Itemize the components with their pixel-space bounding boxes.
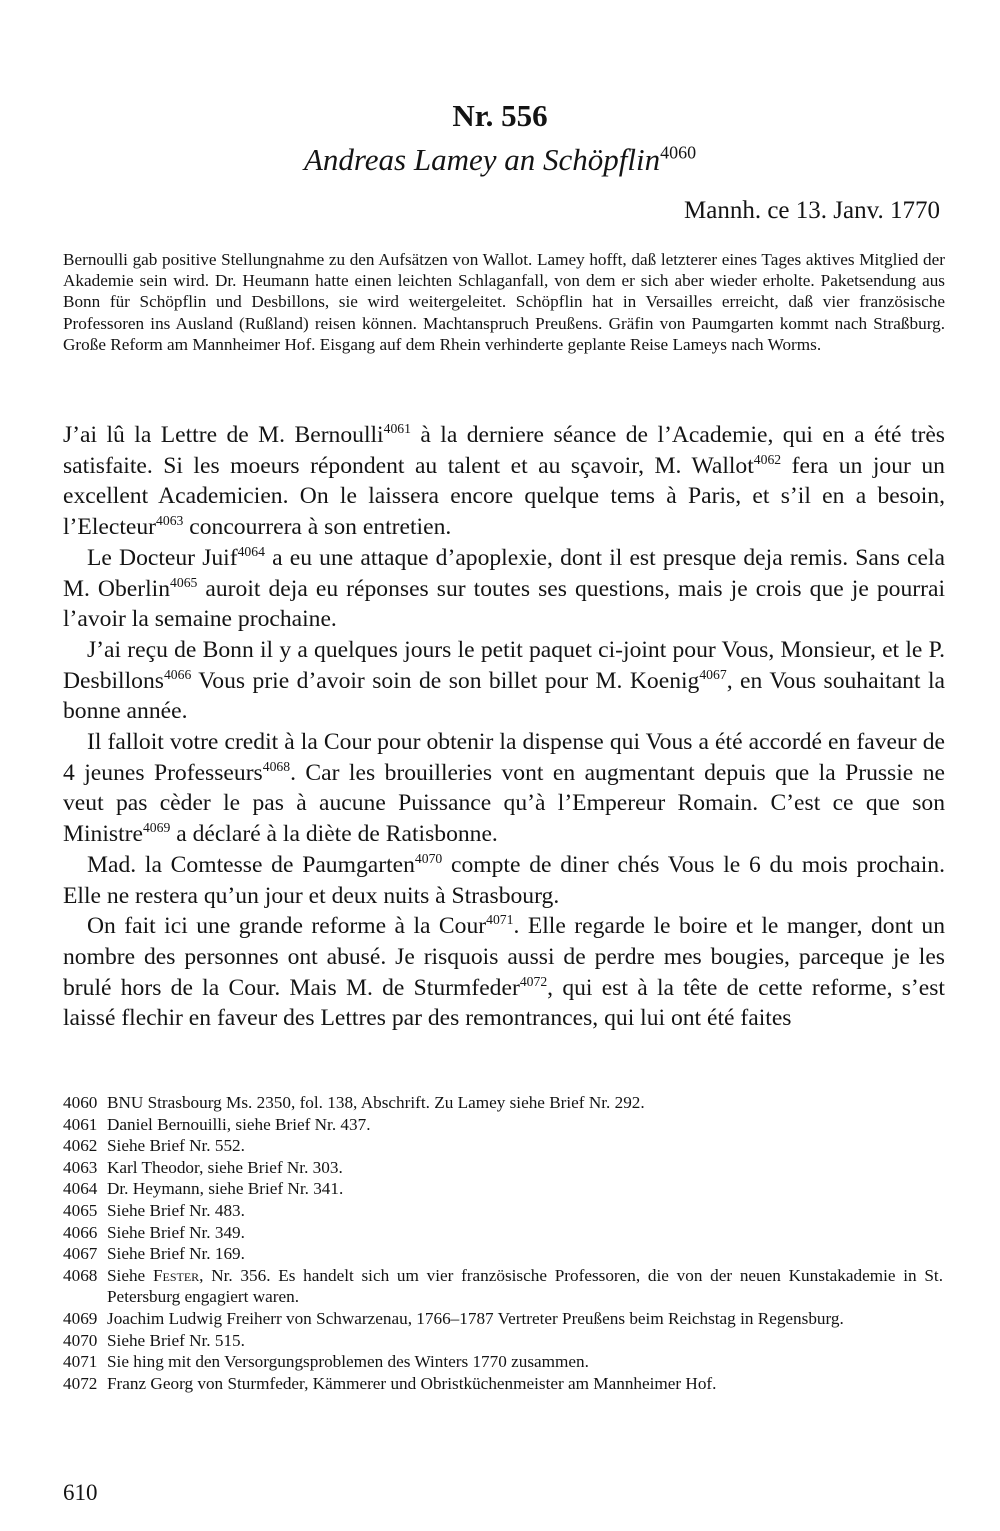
footnote-number: 4067 xyxy=(63,1244,98,1264)
footnote-number: 4062 xyxy=(63,1136,98,1156)
text-segment: J’ai reçu de Bonn il y a quelques jours le petit paquet ci-joint pour Vous, Monsieur, et le P. Desbillons xyxy=(63,636,945,694)
text-segment: Siehe Brief Nr. 515. xyxy=(107,1330,245,1350)
footnote-number: 4065 xyxy=(63,1200,98,1220)
footnote-ref: 4069 xyxy=(142,820,171,836)
footnote-text xyxy=(107,1114,943,1136)
footnote-item xyxy=(63,1265,943,1308)
footnote-text xyxy=(107,1308,943,1330)
text-segment: Siehe Brief Nr. 483. xyxy=(107,1200,245,1220)
letter-summary: Bernoulli gab positive Stellungnahme zu den Aufsätzen von Wallot. Lamey hofft, daß letzterer eines Tages aktives Mitglied der Akademie sein wird. Dr. Heumann hatte einen leichten Schlaganfall, von dem er sich aber wieder erholte. Paketsendung aus Bonn für Schöpflin und Desbillons, sie wird weitergeleitet. Schöpflin hat in Versailles erreicht, daß vier französische Professoren ins Ausland (Rußland) reisen können. Machtanspruch Preußens. Gräfin von Paumgarten kommt nach Straßburg. Große Reform am Mannheimer Hof. Eisgang auf dem Rhein verhinderte geplante Reise Lameys nach Worms. xyxy=(63,250,945,354)
text-segment: Karl Theodor, siehe Brief Nr. 303. xyxy=(107,1157,343,1177)
footnote-number: 4068 xyxy=(63,1265,98,1285)
footnote-number: 4066 xyxy=(63,1222,98,1242)
footnote-item xyxy=(63,1351,943,1373)
text-segment: concourrera à son entretien. xyxy=(183,514,452,541)
letter-body xyxy=(63,420,945,1034)
footnote-ref: 4064 xyxy=(237,543,265,559)
footnote-item xyxy=(63,1135,943,1157)
footnote-list xyxy=(63,1092,943,1394)
text-segment: Dr. Heymann, siehe Brief Nr. 341. xyxy=(107,1179,344,1199)
footnote-ref: 4061 xyxy=(383,421,411,437)
footnote-ref: 4072 xyxy=(519,973,548,989)
letter-dateline: Mannh. ce 13. Janv. 1770 xyxy=(684,197,940,224)
letter-paragraph xyxy=(63,911,945,1034)
footnote-item xyxy=(63,1330,943,1352)
footnote-text xyxy=(107,1200,943,1222)
text-segment: Daniel Bernouilli, siehe Brief Nr. 437. xyxy=(107,1114,371,1134)
text-segment: Vous prie d’avoir soin de son billet pour M. Koenig xyxy=(191,667,700,694)
text-segment: Franz Georg von Sturmfeder, Kämmerer und Obristküchenmeister am Mannheimer Hof. xyxy=(107,1373,717,1393)
footnote-text xyxy=(107,1092,943,1114)
footnote-ref: 4067 xyxy=(699,666,727,682)
letter-paragraph xyxy=(63,850,945,911)
text-segment: BNU Strasbourg Ms. 2350, fol. 138, Abschrift. Zu Lamey siehe Brief Nr. 292. xyxy=(107,1093,645,1112)
letter-paragraph xyxy=(63,635,945,727)
author-name: Fester xyxy=(152,1265,200,1285)
letter-title xyxy=(0,142,1000,178)
footnote-ref: 4065 xyxy=(170,574,198,590)
text-segment: Sie hing mit den Versorgungsproblemen des Winters 1770 zusammen. xyxy=(107,1352,589,1372)
footnote-text xyxy=(107,1178,943,1200)
footnote-text xyxy=(107,1330,943,1352)
text-segment: Le Docteur Juif xyxy=(87,544,238,571)
text-segment: a eu une attaque d’apoplexie, dont il est presque deja remis. Sans cela M. Oberlin xyxy=(63,544,946,602)
letter-paragraph xyxy=(63,727,945,850)
text-segment: . Elle regarde le boire et le manger, dont un nombre des personnes ont abusé. Je risquois aussi de perdre mes bougies, parceque je les brulé hors de la Cour. Mais M. de Sturmfeder xyxy=(63,913,945,1001)
letter-number: Nr. 556 xyxy=(452,98,548,133)
text-segment: Mad. la Comtesse de Paumgarten xyxy=(87,851,415,878)
footnote-ref: 4066 xyxy=(163,666,192,682)
footnote-text xyxy=(107,1373,943,1395)
footnote-number: 4064 xyxy=(63,1179,98,1199)
footnote-ref: 4070 xyxy=(414,850,443,866)
footnote-ref: 4062 xyxy=(753,451,782,467)
text-segment: J’ai lû la Lettre de M. Bernoulli xyxy=(63,422,384,448)
footnote-item xyxy=(63,1222,943,1244)
footnote-text xyxy=(107,1351,943,1373)
footnote-text xyxy=(107,1222,943,1244)
text-segment: . Car les brouilleries vont en augmentant depuis que la Prussie ne veut pas cèder le pas à aucune Puissance qu’à l’Empereur Romain. C’est ce que son Ministre xyxy=(63,759,945,848)
text-segment: Siehe Brief Nr. 552. xyxy=(107,1136,245,1156)
footnote-number: 4072 xyxy=(63,1373,98,1393)
text-segment: Siehe xyxy=(107,1265,153,1285)
footnote-ref: 4060 xyxy=(660,142,697,163)
text-segment: Siehe Brief Nr. 169. xyxy=(107,1244,245,1264)
letter-title-text: Andreas Lamey an Schöpflin xyxy=(303,142,661,177)
footnote-number: 4060 xyxy=(63,1093,98,1112)
text-segment: Joachim Ludwig Freiherr von Schwarzenau, 1766–1787 Vertreter Preußens beim Reichstag in Regensburg. xyxy=(107,1308,844,1328)
page-number: 610 xyxy=(63,1480,98,1505)
footnote-ref: 4063 xyxy=(156,513,184,529)
footnote-number: 4063 xyxy=(63,1157,98,1177)
text-segment: à la derniere séance de l’Academie, qui en a été très satisfaite. Si les moeurs répondent au talent et au sçavoir, M. Wallot xyxy=(63,422,945,479)
text-segment: , Nr. 356. Es handelt sich um vier französische Professoren, die von der neuen Kunstakademie in St. Petersburg engagiert waren. xyxy=(107,1265,943,1307)
footnote-item xyxy=(63,1092,943,1114)
footnote-text xyxy=(107,1265,943,1308)
text-segment: , qui est à la tête de cette reforme, s’est laissé flechir en faveur des Lettres par des remontrances, qui lui ont été faites xyxy=(63,974,945,1032)
text-segment: fera un jour un excellent Academicien. On le laissera encore quelque tems à Paris, et s’il en a besoin, l’Electeur xyxy=(63,452,945,541)
text-segment: Siehe Brief Nr. 349. xyxy=(107,1222,245,1242)
text-segment: a déclaré à la diète de Ratisbonne. xyxy=(170,821,498,848)
footnote-number: 4070 xyxy=(63,1330,98,1350)
text-segment: , en Vous souhaitant la bonne année. xyxy=(63,667,945,725)
footnote-item xyxy=(63,1114,943,1136)
footnote-item xyxy=(63,1157,943,1179)
footnote-number: 4071 xyxy=(63,1352,98,1372)
footnote-item xyxy=(63,1243,943,1265)
footnote-text xyxy=(107,1135,943,1157)
footnote-number: 4061 xyxy=(63,1114,98,1134)
footnote-number: 4069 xyxy=(63,1308,98,1328)
letter-paragraph xyxy=(63,543,945,635)
footnote-text xyxy=(107,1243,943,1265)
text-segment: On fait ici une grande reforme à la Cour xyxy=(87,913,487,940)
text-segment: auroit deja eu réponses sur toutes ses questions, mais je crois que je pourrai l’avoir la semaine prochaine. xyxy=(63,575,945,633)
footnote-item xyxy=(63,1178,943,1200)
footnote-ref: 4071 xyxy=(486,912,514,928)
text-segment: compte de diner chés Vous le 6 du mois prochain. Elle ne restera qu’un jour et deux nuits à Strasbourg. xyxy=(63,851,945,909)
footnote-item xyxy=(63,1373,943,1395)
footnote-item xyxy=(63,1308,943,1330)
footnote-ref: 4068 xyxy=(262,758,291,774)
letter-paragraph xyxy=(63,420,945,543)
footnote-item xyxy=(63,1200,943,1222)
footnote-text xyxy=(107,1157,943,1179)
text-segment: Il falloit votre credit à la Cour pour obtenir la dispense qui Vous a été accordé en faveur de 4 jeunes Professeurs xyxy=(63,729,945,786)
